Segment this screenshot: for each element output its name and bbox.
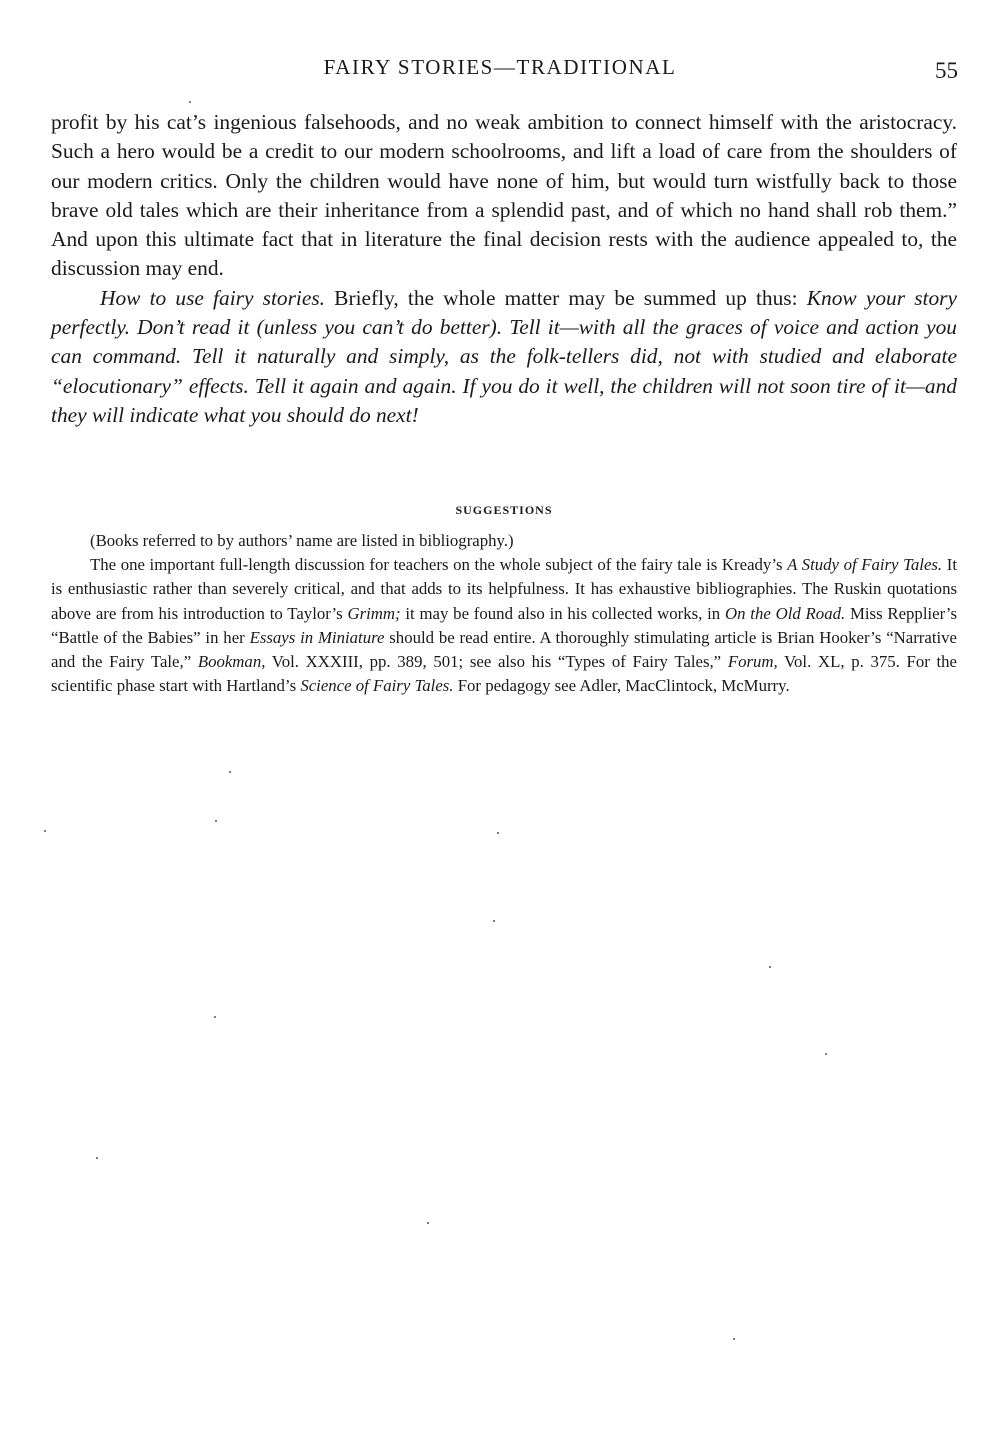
main-text xyxy=(51,108,957,430)
advice-text: Know your story perfectly. Don’t read it (unless you can’t do better). Tell it—with all the graces of voice and action you can command. Tell it naturally and simply, as the folk-tellers did, not with studied and elaborate “elocutionary” effects. Tell it again and again. If you do it well, the children will not soon tire of it—and they will indicate what you should do next! xyxy=(51,285,957,427)
running-head: FAIRY STORIES—TRADITIONAL xyxy=(323,55,677,79)
suggestions-body xyxy=(51,553,957,698)
scan-speck xyxy=(497,832,499,834)
book-title: Grimm; xyxy=(347,603,401,623)
suggestion-text: Miss Repplier’s “Battle of the Babies” in her xyxy=(51,603,957,647)
scan-speck xyxy=(214,1016,216,1018)
book-title: On the Old Road. xyxy=(725,603,846,623)
section-lead: How to use fairy stories. xyxy=(100,285,326,310)
scan-speck xyxy=(427,1222,429,1224)
suggestion-text: should be read entire. A thoroughly stimulating article is Brian Hooker’s “Narrative and the Fairy Tale,” xyxy=(51,627,958,672)
scan-speck xyxy=(493,920,495,922)
suggestion-text: Vol. XL, p. 375. For the scientific phase start with Hartland’s xyxy=(51,652,957,696)
suggestion-text: It is enthusiastic rather than severely critical, and that adds to its helpfulness. It has exhaustive bibliographies. The Ruskin quotations above are from his introduction to Taylor’s xyxy=(51,555,957,623)
scan-speck xyxy=(769,966,771,968)
suggestion-text: Vol. XXXIII, pp. 389, 501; see also his “Types of Fairy Tales,” xyxy=(265,652,728,672)
book-title: Essays in Miniature xyxy=(249,627,385,647)
suggestion-text: it may be found also in his collected works, in xyxy=(400,603,725,623)
page-header xyxy=(0,55,1000,85)
scan-speck xyxy=(825,1053,827,1055)
paragraph-1: profit by his cat’s ingenious falsehoods, and no weak ambition to connect himself with the aristocracy. Such a hero would be a credit to our modern schoolrooms, and lift a load of care from the shoulders of our modern critics. Only the children would have none of him, but would turn wistfully back to those brave old tales which are their inheritance from a splendid past, and of which no hand shall rob them.” And upon this ultimate fact that in literature the final decision rests with the audience appealed to, the discussion may end. xyxy=(51,110,957,281)
book-title: A Study of Fairy Tales. xyxy=(787,555,943,575)
book-title: Science of Fairy Tales. xyxy=(300,676,454,696)
scan-speck xyxy=(215,820,217,822)
scan-speck xyxy=(44,830,46,832)
scan-speck xyxy=(229,771,231,773)
page-number: 55 xyxy=(935,58,958,83)
bibliography-note: (Books referred to by authors’ name are listed in bibliography.) xyxy=(90,531,514,550)
section-lead-roman: Briefly, the whole matter may be summed up thus: xyxy=(325,285,807,310)
suggestion-text: For pedagogy see Adler, MacClintock, McMurry. xyxy=(453,676,790,696)
suggestions-section xyxy=(51,503,957,698)
suggestions-heading: SUGGESTIONS xyxy=(455,503,553,517)
book-title: Bookman, xyxy=(197,652,266,672)
book-title: Forum, xyxy=(727,652,778,672)
scan-speck xyxy=(96,1157,98,1159)
suggestion-text: The one important full-length discussion for teachers on the whole subject of the fairy tale is Kready’s xyxy=(90,555,788,575)
scan-speck xyxy=(189,101,191,103)
paragraph-2 xyxy=(51,284,957,430)
scan-speck xyxy=(733,1338,735,1340)
